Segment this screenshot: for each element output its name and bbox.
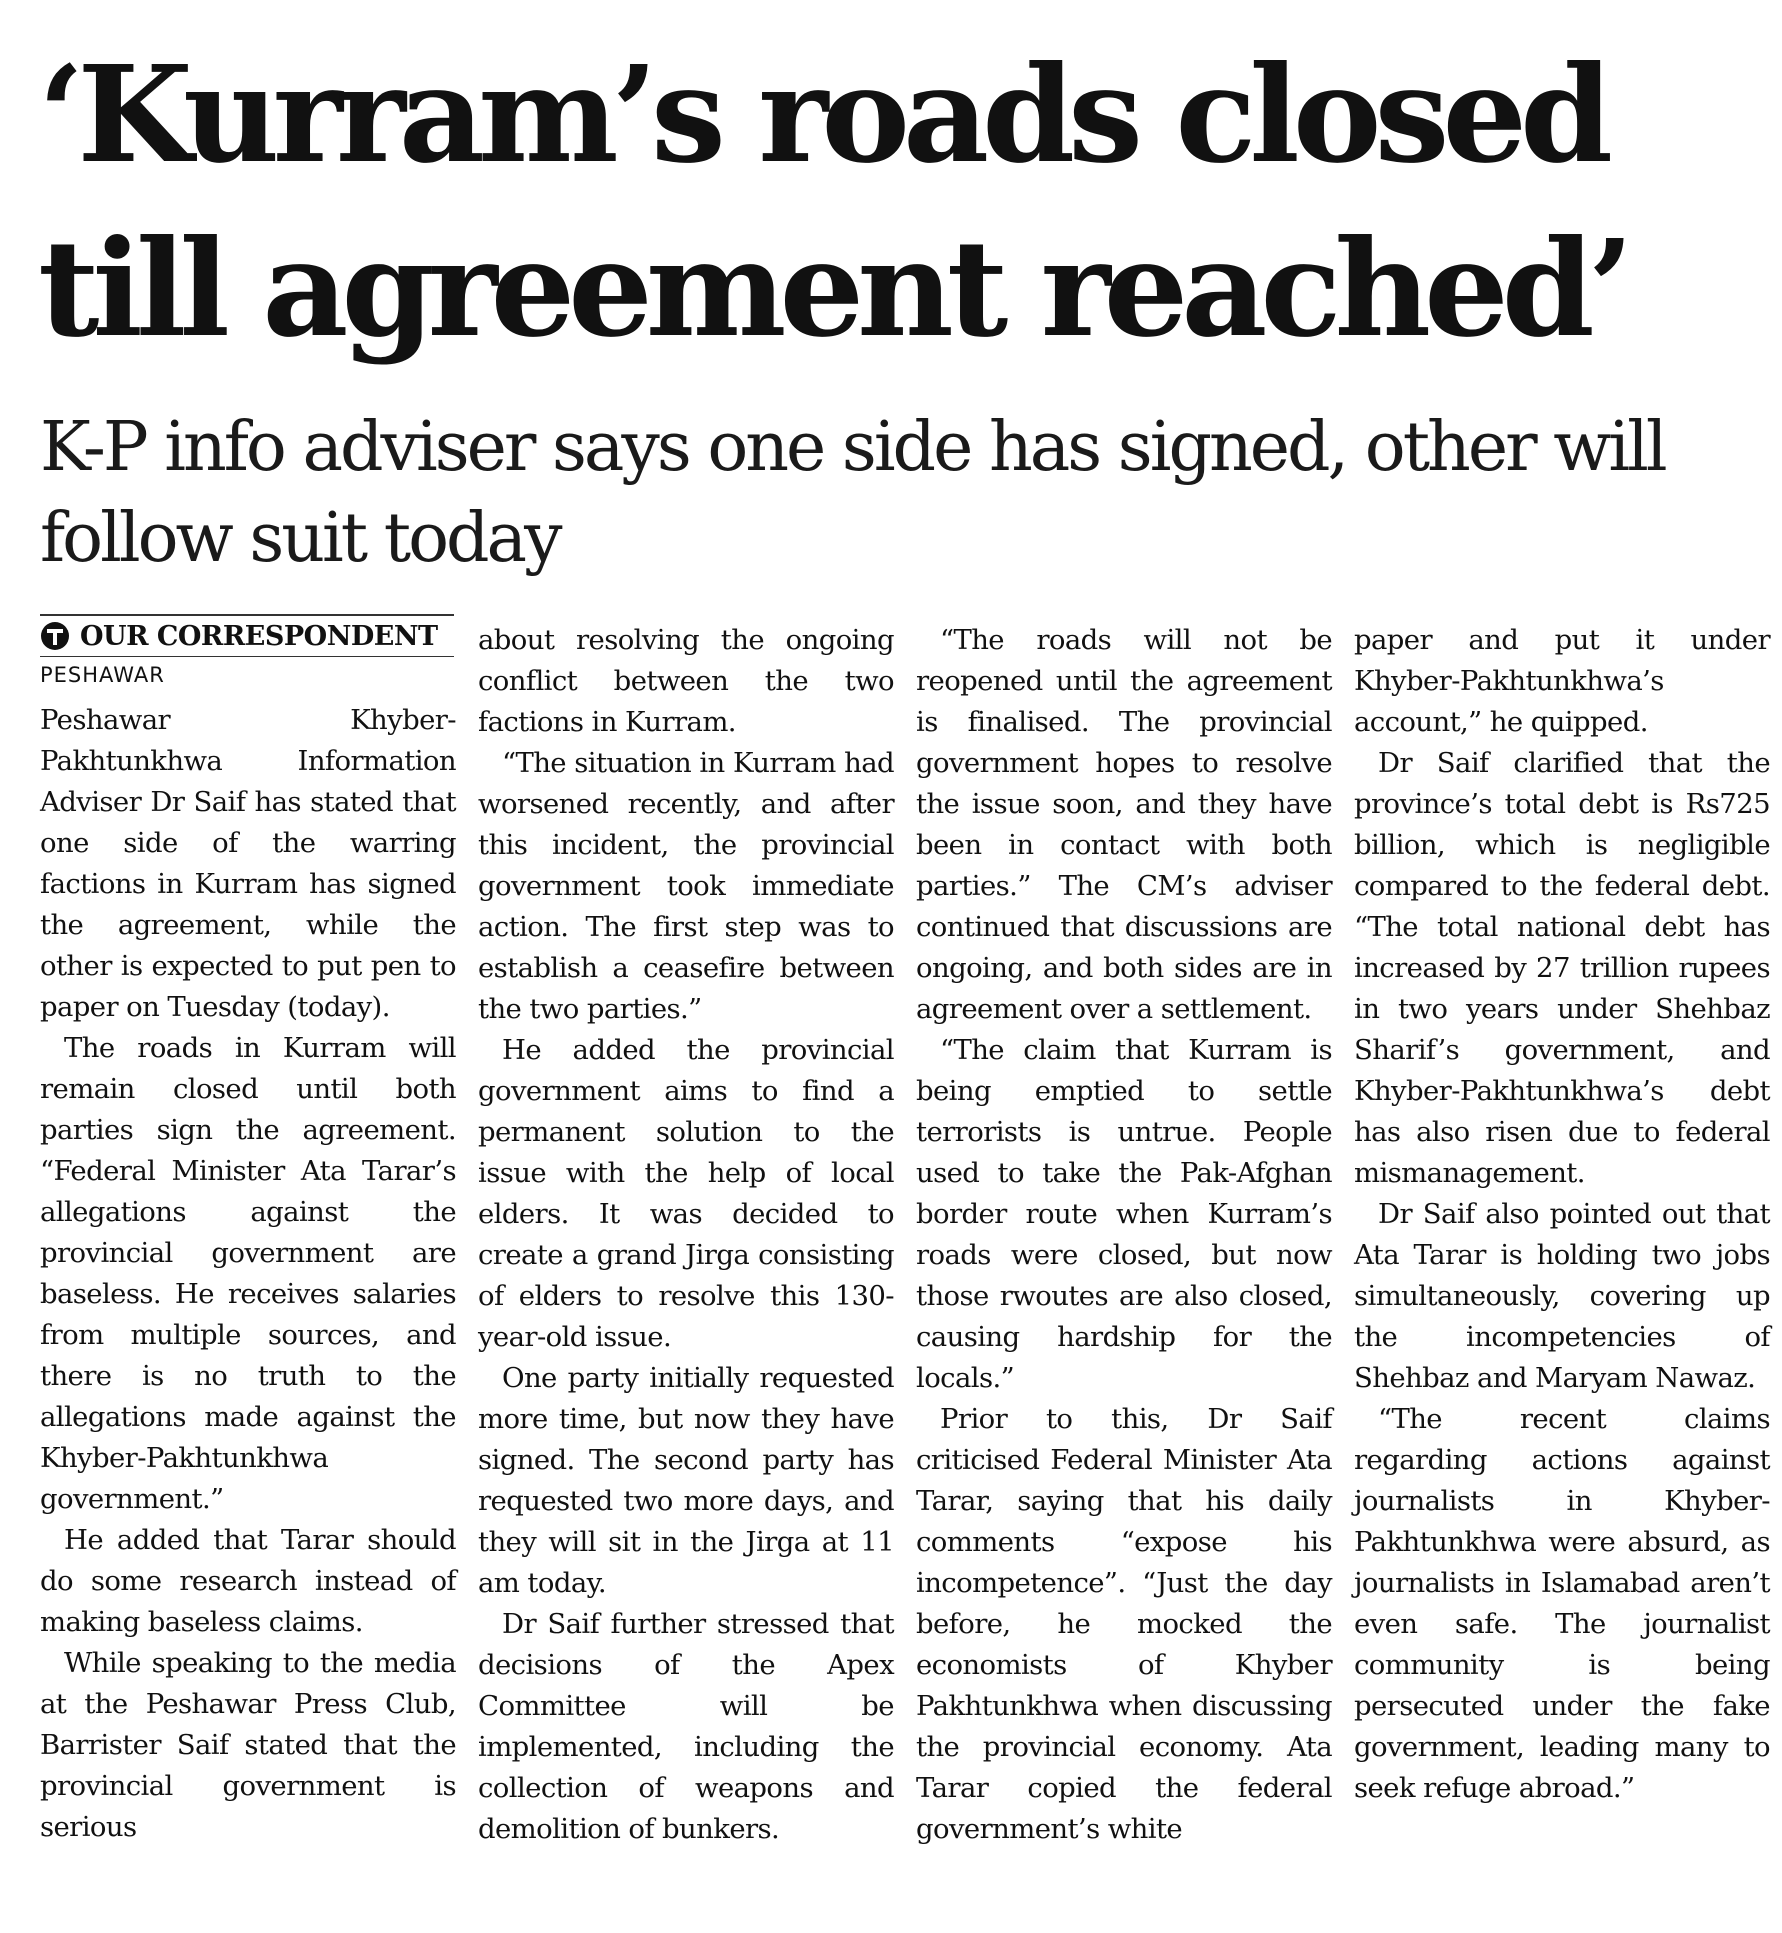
article-paragraph: He added the provincial government aims to find a permanent solution to the issue with the help of local elders. It was decided to create a grand Jirga consisting of elders to resolve this 130-year-old issue.: [478, 1034, 894, 1353]
article-column-3: [916, 620, 1332, 1850]
article-paragraph: He added that Tarar should do some research instead of making baseless claims.: [40, 1524, 456, 1638]
article-paragraph: “The roads will not be reopened until the agreement is finalised. The provincial government hopes to resolve the issue soon, and they have been in contact with both parties.” The CM’s adviser continued that discussions are ongoing, and both sides are in agreement over a settlement.: [916, 624, 1332, 1025]
article-paragraph: One party initially requested more time, but now they have signed. The second party has requested two more days, and they will sit in the Jirga at 11 am today.: [478, 1362, 894, 1599]
article-column-1: [40, 700, 456, 1848]
article-paragraph: “The situation in Kurram had worsened recently, and after this incident, the provincial government took immediate action. The first step was to establish a ceasefire between the two parties.”: [478, 747, 894, 1025]
article-paragraph: Dr Saif also pointed out that Ata Tarar is holding two jobs simultaneously, covering up the incompetencies of Shehbaz and Maryam Nawaz.: [1354, 1198, 1770, 1394]
article-paragraph: Dr Saif further stressed that decisions of the Apex Committee will be implemented, including the collection of weapons and demolition of bunkers.: [478, 1608, 894, 1845]
headline: ‘Kurram’s roads closed till agreement reached’: [38, 37, 1628, 367]
article-column-4: [1354, 620, 1770, 1809]
article-column-2: [478, 620, 894, 1850]
express-tribune-logo-icon: [40, 621, 70, 651]
article-paragraph: Prior to this, Dr Saif criticised Federal Minister Ata Tarar, saying that his daily comments “expose his incompetence”. “Just the day before, he mocked the economists of Khyber Pakhtunkhwa when discussing the provincial economy. Ata Tarar copied the federal government’s white: [916, 1403, 1332, 1845]
article-paragraph: The roads in Kurram will remain closed until both parties sign the agreement. “Federal Minister Ata Tarar’s allegations against the provincial government are baseless. He receives salaries from multiple sources, and there is no truth to the allegations made against the Khyber-Pakhtunkhwa government.”: [40, 1032, 456, 1515]
article-paragraph: Peshawar Khyber-Pakhtunkhwa Information Adviser Dr Saif has stated that one side of the warring factions in Kurram has signed the agreement, while the other is expected to put pen to paper on Tuesday (today).: [40, 704, 456, 1023]
article-paragraph: about resolving the ongoing conflict between the two factions in Kurram.: [478, 624, 894, 738]
article-paragraph: paper and put it under Khyber-Pakhtunkhwa’s account,” he quipped.: [1354, 624, 1770, 738]
byline-author-row: [40, 614, 454, 657]
article-paragraph: While speaking to the media at the Peshawar Press Club, Barrister Saif stated that the provincial government is serious: [40, 1647, 456, 1843]
byline: [40, 614, 454, 687]
article-paragraph: Dr Saif clarified that the province’s total debt is Rs725 billion, which is negligible compared to the federal debt. “The total national debt has increased by 27 trillion rupees in two years under Shehbaz Sharif’s government, and Khyber-Pakhtunkhwa’s debt has also risen due to federal mismanagement.: [1354, 747, 1770, 1189]
article-paragraph: “The recent claims regarding actions against journalists in Khyber-Pakhtunkhwa were absurd, as journalists in Islamabad aren’t even safe. The journalist community is being persecuted under the fake government, leading many to seek refuge abroad.”: [1354, 1403, 1770, 1804]
subheadline: K-P info adviser says one side has signed, other will follow suit today: [40, 408, 1665, 578]
dateline: PESHAWAR: [40, 663, 165, 687]
article-paragraph: “The claim that Kurram is being emptied to settle terrorists is untrue. People used to take the Pak-Afghan border route when Kurram’s roads were closed, but now those rwoutes are also closed, causing hardship for the locals.”: [916, 1034, 1332, 1394]
byline-author: OUR CORRESPONDENT: [80, 620, 438, 652]
